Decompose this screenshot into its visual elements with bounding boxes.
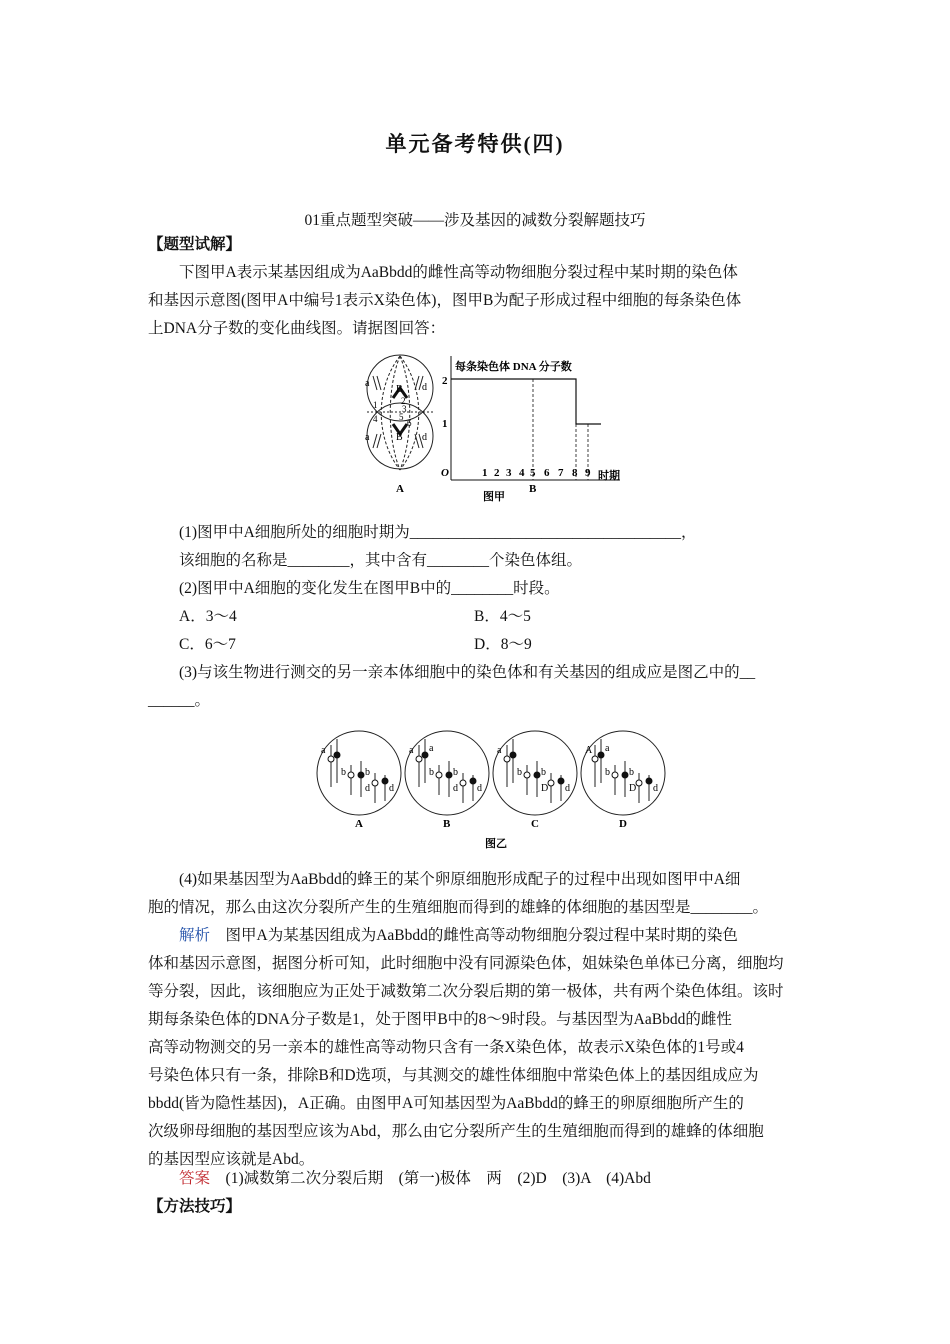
option-c: C．6～7 <box>179 636 236 653</box>
yi-gene-g1b: a <box>429 743 434 754</box>
yi-gene-g5: d <box>565 783 570 794</box>
yi-gene-g1b: a <box>605 743 610 754</box>
yi-cell-label: D <box>619 818 627 830</box>
yi-cell-label: B <box>443 818 451 830</box>
intro-line-1: 下图甲A表示某基因组成为AaBbdd的雌性高等动物细胞分裂过程中某时期的染色体 <box>179 264 738 281</box>
gene-b-bottom: B <box>396 432 403 443</box>
yi-cell-a <box>317 731 401 830</box>
yi-cell-c <box>493 731 577 830</box>
question-4-line-1: (4)如果基因型为AaBbdd的蜂王的某个卵原细胞形成配子的过程中出现如图甲中A细 <box>179 871 741 888</box>
yi-gene-g1: a <box>497 745 502 756</box>
x-tick-4: 4 <box>519 467 525 479</box>
x-tick-5: 5 <box>530 467 536 479</box>
question-3-line-1: (3)与该生物进行测交的另一亲本体细胞中的染色体和有关基因的组成应是图乙中的__ <box>179 664 756 681</box>
yi-gene-g2: b <box>517 767 522 778</box>
yi-gene-g3: b <box>541 767 546 778</box>
cell-label-a: A <box>396 483 404 495</box>
figure-jia <box>355 348 635 508</box>
chrom-num-5: 5 <box>399 412 404 422</box>
question-1-line-2: 该细胞的名称是________，其中含有________个染色体组。 <box>179 552 583 569</box>
section-header: 【题型试解】 <box>148 236 242 253</box>
gene-a-bottom: a <box>365 432 370 443</box>
analysis-line-2: 体和基因示意图，据图分析可知，此时细胞中没有同源染色体，姐妹染色单体已分离，细胞均 <box>148 955 784 972</box>
analysis-line-4: 期每条染色体的DNA分子数是1，处于图甲B中的8～9时段。与基因型为AaBbdd的雌性 <box>148 1011 732 1028</box>
x-axis-label: 时期 <box>598 470 620 482</box>
chrom-num-6: 6 <box>407 418 412 428</box>
analysis-line-1: 解析 图甲A为某基因组成为AaBbdd的雌性高等动物细胞分裂过程中某时期的染色 <box>179 927 738 944</box>
figure-jia-caption: 图甲 <box>483 491 505 503</box>
y-tick-2: 2 <box>442 375 448 387</box>
intro-line-3: 上DNA分子数的变化曲线图。请据图回答： <box>148 320 446 337</box>
page-title: 单元备考特供(四) <box>385 132 565 156</box>
analysis-line-7: bbdd(皆为隐性基因)，A正确。由图甲A可知基因型为AaBbdd的蜂王的卵原细胞所产生的 <box>148 1095 744 1112</box>
origin-label: O <box>441 467 449 479</box>
yi-gene-g3: b <box>365 767 370 778</box>
yi-gene-g2: b <box>605 767 610 778</box>
yi-gene-g1: A <box>585 745 593 756</box>
graph-title: 每条染色体 DNA 分子数 <box>455 361 572 373</box>
figure-yi-caption: 图乙 <box>485 838 507 850</box>
yi-gene-g3: b <box>629 767 634 778</box>
chrom-num-1: 1 <box>373 400 378 410</box>
x-tick-2: 2 <box>494 467 500 479</box>
question-2: (2)图甲中A细胞的变化发生在图甲B中的________时段。 <box>179 580 560 597</box>
yi-gene-g4: D <box>629 783 637 794</box>
yi-gene-g2: b <box>429 767 434 778</box>
yi-gene-g2: b <box>341 767 346 778</box>
analysis-line-3: 等分裂，因此，该细胞应为正处于减数第二次分裂后期的第一极体，共有两个染色体组。该时 <box>148 983 784 1000</box>
analysis-line-5: 高等动物测交的另一亲本的雄性高等动物只含有一条X染色体，故表示X染色体的1号或4 <box>148 1039 744 1056</box>
yi-cell-b <box>405 731 489 830</box>
x-tick-3: 3 <box>506 467 512 479</box>
option-a: A．3～4 <box>179 608 237 625</box>
intro-line-2: 和基因示意图(图甲A中编号1表示X染色体)，图甲B为配子形成过程中细胞的每条染色体 <box>148 292 742 309</box>
question-3-line-2: ______。 <box>148 692 211 709</box>
x-tick-8: 8 <box>572 467 578 479</box>
section-subtitle: 01重点题型突破——涉及基因的减数分裂解题技巧 <box>304 212 646 229</box>
analysis-line-8: 次级卵母细胞的基因型应该为Abd，那么由它分裂所产生的生殖细胞而得到的雄蜂的体细胞 <box>148 1123 764 1140</box>
x-tick-6: 6 <box>544 467 550 479</box>
yi-gene-g1: a <box>321 745 326 756</box>
x-tick-1: 1 <box>482 467 488 479</box>
method-header: 【方法技巧】 <box>148 1198 242 1215</box>
question-1-line-1: (1)图甲中A细胞所处的细胞时期为___________________________________， <box>179 524 697 541</box>
x-tick-9: 9 <box>585 467 591 479</box>
yi-gene-g4: d <box>453 783 458 794</box>
yi-cell-label: C <box>531 818 539 830</box>
gene-d-top: d <box>422 382 427 393</box>
question-4-line-2: 胞的情况，那么由这次分裂所产生的生殖细胞而得到的雄蜂的体细胞的基因型是________。 <box>148 899 769 916</box>
analysis-label: 解析 <box>179 927 211 944</box>
option-b: B．4～5 <box>474 608 531 625</box>
option-d: D．8～9 <box>474 636 532 653</box>
answer-label: 答案 <box>179 1170 211 1187</box>
yi-gene-g5: d <box>653 783 658 794</box>
yi-gene-g4: D <box>541 783 549 794</box>
yi-gene-g5: d <box>389 783 394 794</box>
figure-yi <box>315 725 670 855</box>
chrom-num-2: 2 <box>401 396 406 406</box>
gene-a-top: a <box>365 378 370 389</box>
yi-cell-d <box>581 731 665 830</box>
yi-gene-g1: a <box>409 745 414 756</box>
analysis-line-9: 的基因型应该就是Abd。 <box>148 1151 315 1168</box>
gene-d-bottom: d <box>422 432 427 443</box>
chrom-num-3: 3 <box>402 404 407 414</box>
yi-gene-g3: b <box>453 767 458 778</box>
answer-text: (1)减数第二次分裂后期 (第一)极体 两 (2)D (3)A (4)Abd <box>225 1170 651 1187</box>
yi-cell-label: A <box>355 818 363 830</box>
chrom-num-4: 4 <box>373 414 378 424</box>
gene-b-top: B <box>396 384 403 395</box>
y-tick-1: 1 <box>442 418 448 430</box>
answer-line <box>179 1165 651 1193</box>
yi-gene-g5: d <box>477 783 482 794</box>
x-tick-7: 7 <box>558 467 564 479</box>
analysis-line-6: 号染色体只有一条，排除B和D选项，与其测交的雄性体细胞中常染色体上的基因组成应为 <box>148 1067 759 1084</box>
graph-b-label: B <box>529 483 537 495</box>
yi-gene-g4: d <box>365 783 370 794</box>
dna-graph <box>441 356 620 495</box>
